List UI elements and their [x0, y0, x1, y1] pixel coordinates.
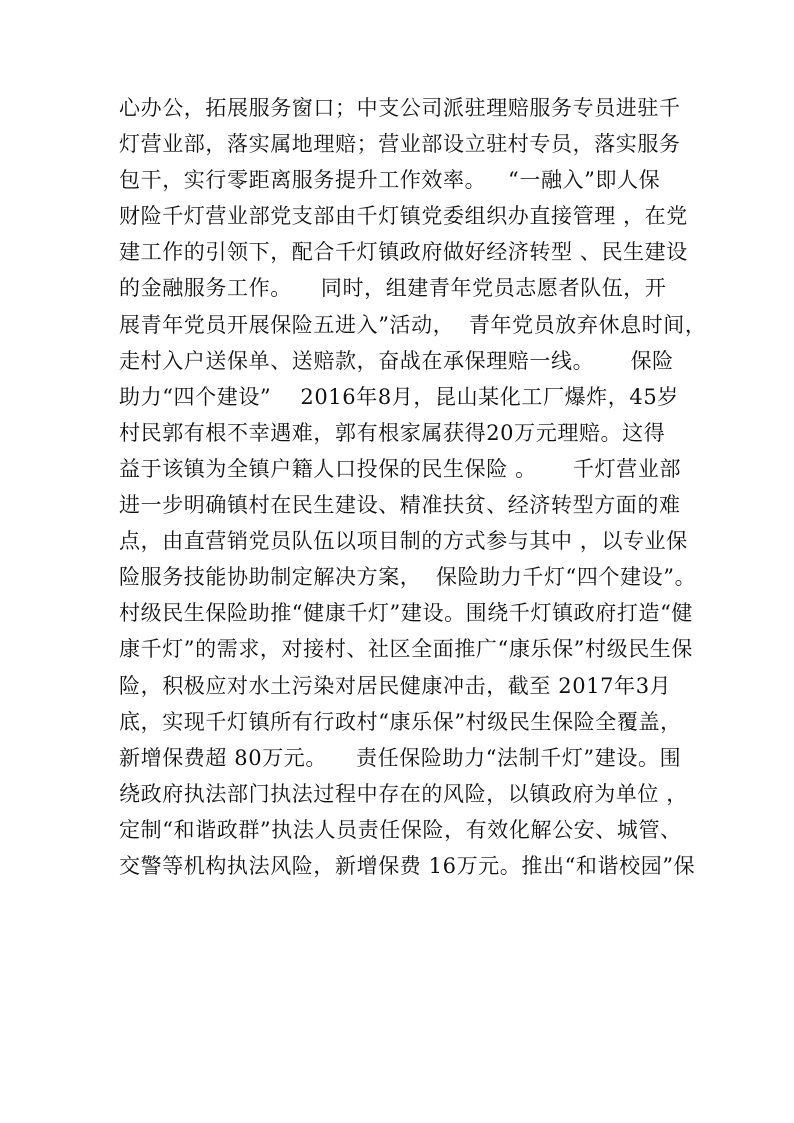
text-line: 的金融服务工作。 同时，组建青年党员志愿者队伍，开 — [119, 276, 667, 301]
text-line: 交警等机构执法风险，新增保费 16万元。推出“和谐校园”保 — [119, 853, 696, 878]
text-line: 绕政府执法部门执法过程中存在的风险，以镇政府为单位 ， — [119, 781, 688, 806]
text-line: 底，实现千灯镇所有行政村“康乐保”村级民生保险全覆盖， — [119, 709, 682, 734]
text-line: 村民郭有根不幸遇难，郭有根家属获得20万元理赔。这得 — [119, 420, 666, 445]
text-line: 险服务技能协助制定解决方案， 保险助力千灯“四个建设”。 — [119, 565, 697, 590]
text-line: 村级民生保险助推“健康千灯”建设。围绕千灯镇政府打造“健 — [119, 601, 694, 626]
text-line: 心办公，拓展服务窗口；中支公司派驻理赔服务专员进驻千 — [119, 96, 681, 120]
text-line: 走村入户送保单、送赔款，奋战在承保理赔一线。 保险 — [119, 348, 674, 373]
text-line: 定制“和谐政群”执法人员责任保险，有效化解公安、城管、 — [119, 817, 682, 842]
text-line: 展青年党员开展保险五进入”活动， 青年党员放弃休息时间， — [119, 312, 707, 337]
text-line: 建工作的引领下，配合千灯镇政府做好经济转型 、民生建设 — [119, 240, 688, 265]
text-line: 康千灯”的需求，对接村、社区全面推广“康乐保”村级民生保 — [119, 637, 694, 662]
text-line: 进一步明确镇村在民生建设、精准扶贫、经济转型方面的难 — [119, 493, 681, 518]
text-line: 助力“四个建设” 2016年8月，昆山某化工厂爆炸，45岁 — [119, 384, 679, 409]
text-line: 灯营业部，落实属地理赔；营业部设立驻村专员，落实服务 — [119, 132, 681, 157]
body-text — [119, 90, 707, 884]
text-line: 益于该镇为全镇户籍人口投保的民生保险 。 千灯营业部 — [119, 456, 682, 481]
text-line: 点，由直营销党员队伍以项目制的方式参与其中 ，以专业保 — [119, 529, 688, 554]
text-line: 新增保费超 80万元。 责任保险助力“法制千灯”建设。围 — [119, 745, 682, 770]
text-line: 包干，实行零距离服务提升工作效率。 “一融入”即人保 — [119, 168, 661, 193]
text-line: 险，积极应对水土污染对居民健康冲击，截至 2017年3月 — [119, 673, 672, 698]
text-line: 财险千灯营业部党支部由千灯镇党委组织办直接管理 ，在党 — [119, 204, 688, 229]
